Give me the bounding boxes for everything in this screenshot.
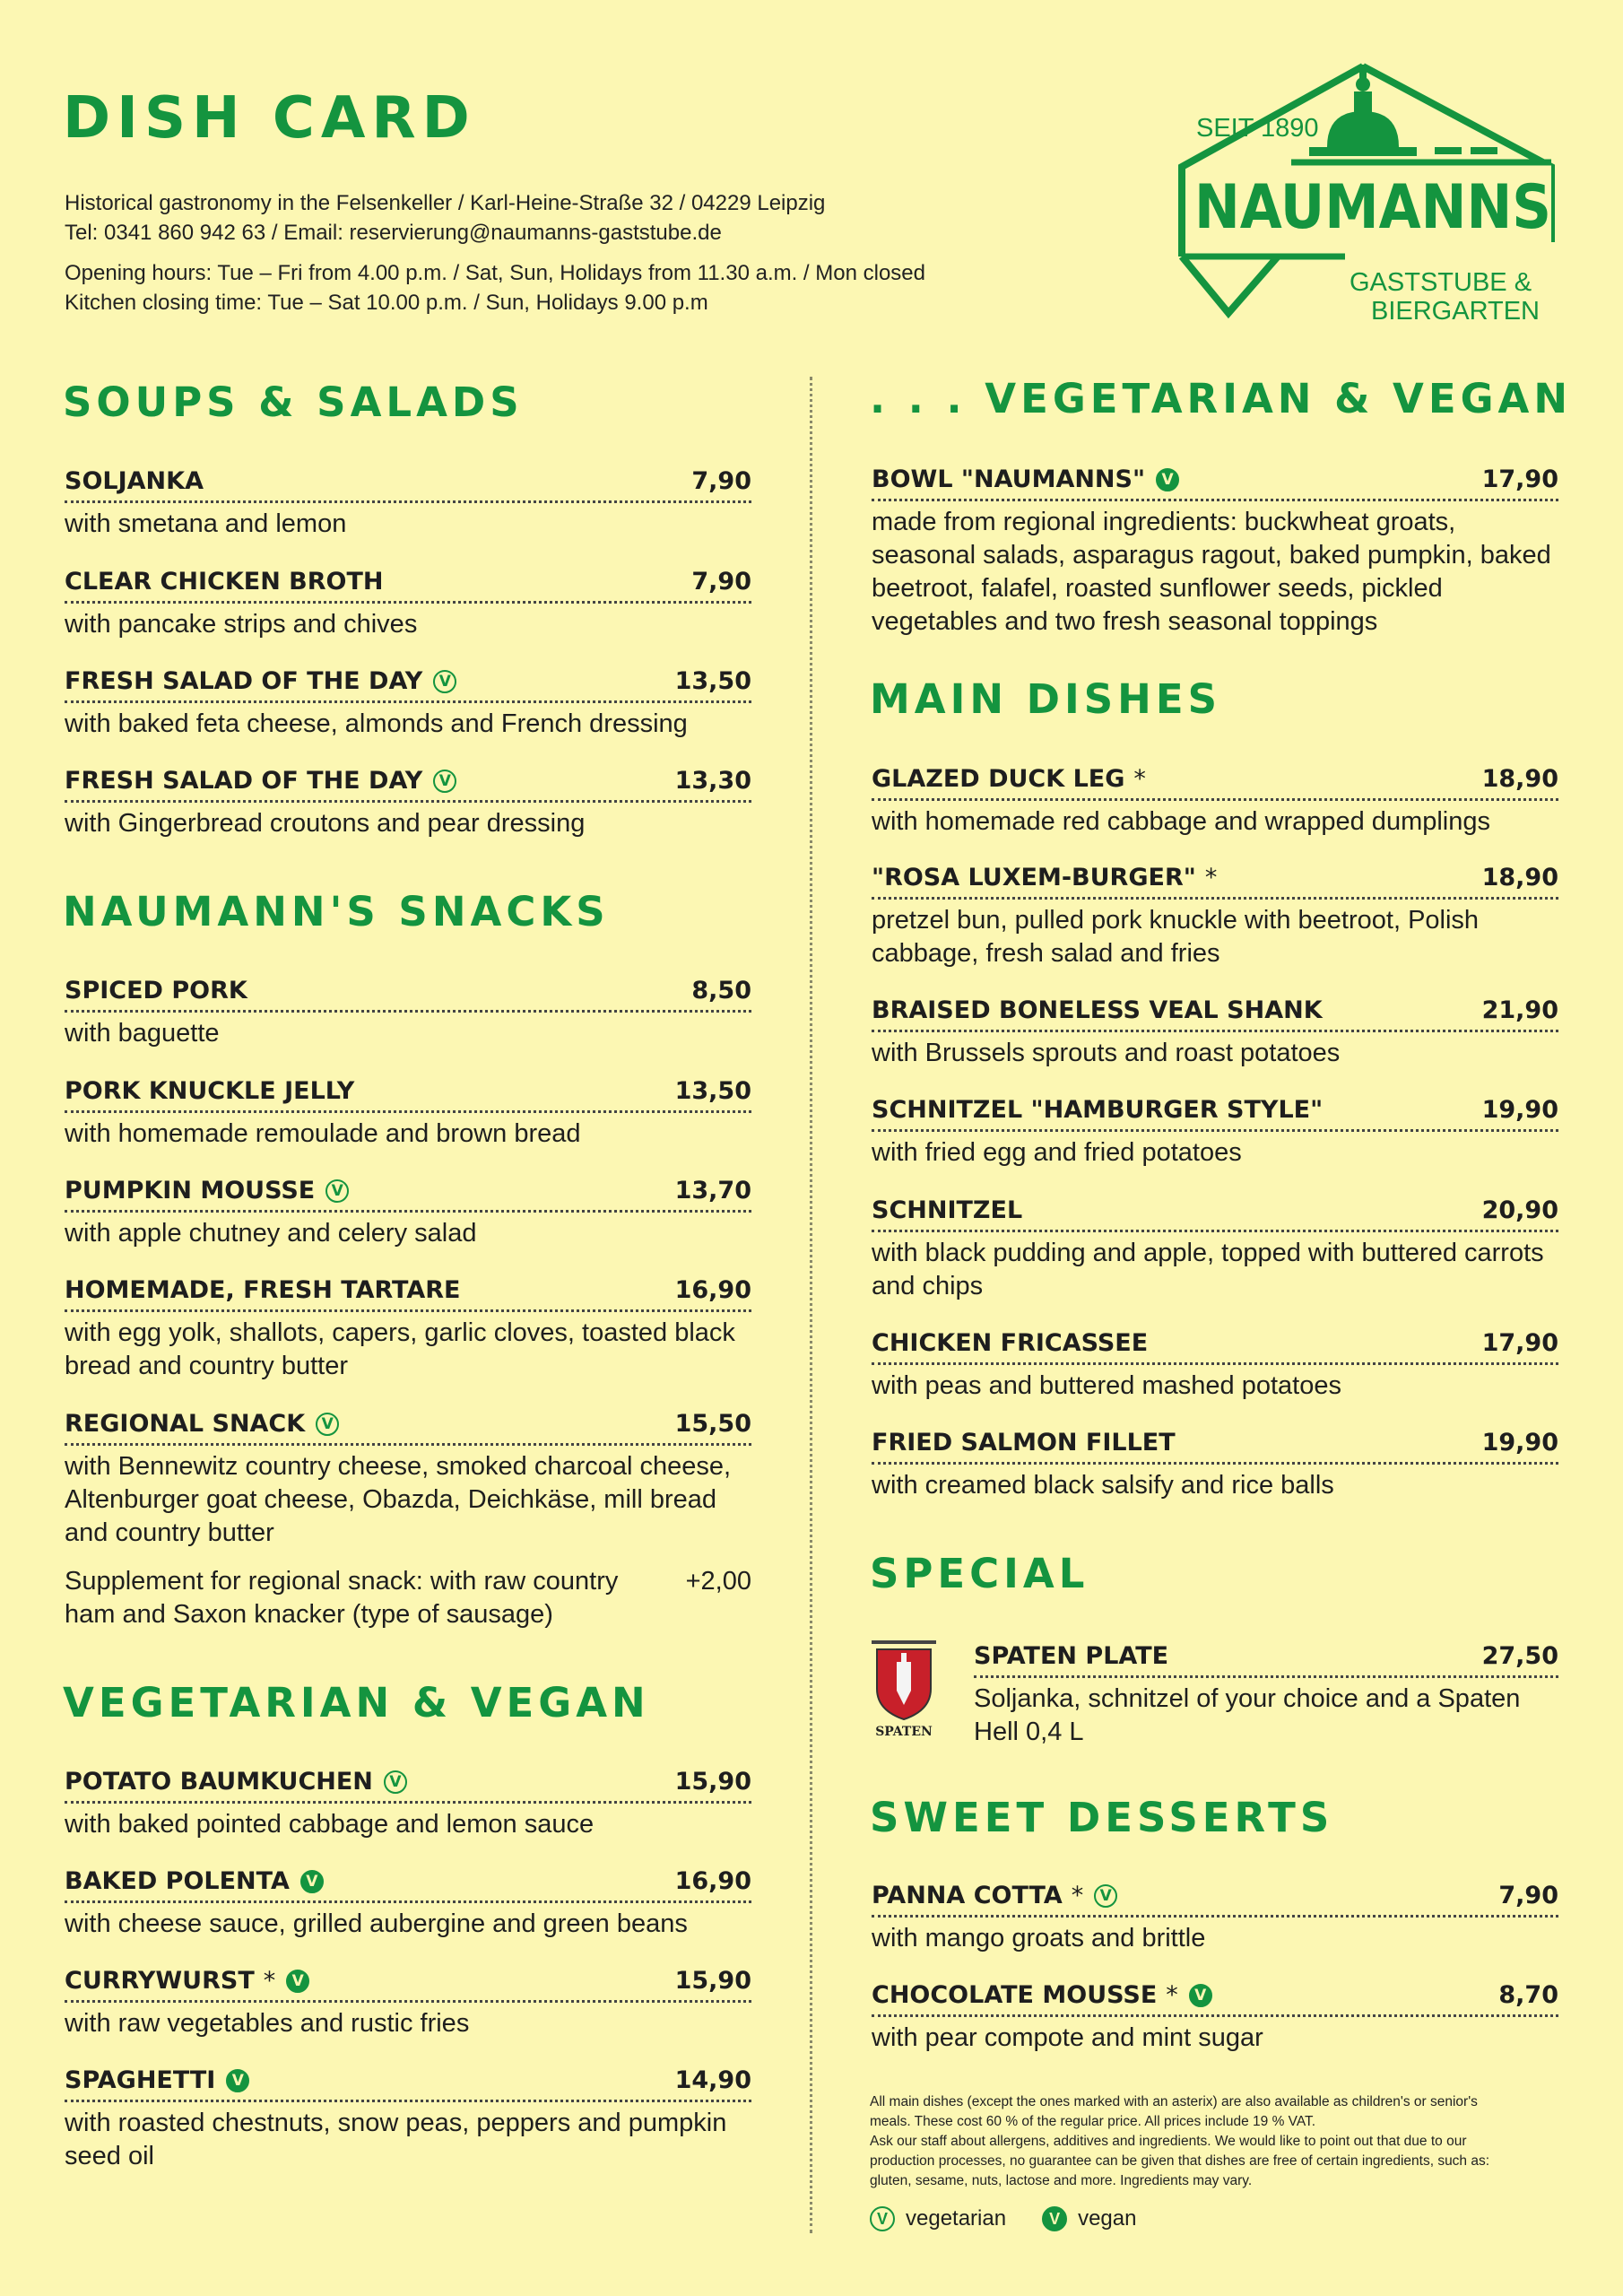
menu-item-name: BAKED POLENTA: [65, 1867, 290, 1895]
menu-item: [65, 1409, 751, 1550]
menu-item-name: PORK KNUCKLE JELLY: [65, 1077, 355, 1105]
menu-item-price: 15,50: [674, 1410, 751, 1438]
menu-item-price: 13,50: [674, 1077, 751, 1105]
page-title: DISH CARD: [63, 85, 476, 152]
menu-item-description: with Brussels sprouts and roast potatoes: [872, 1039, 1341, 1067]
menu-item-description: with baked feta cheese, almonds and French dressing: [65, 709, 688, 738]
logo-sub2: BIERGARTEN: [1371, 297, 1541, 326]
menu-item-name: FRIED SALMON FILLET: [872, 1429, 1176, 1457]
menu-item-name: BRAISED BONELESS VEAL SHANK: [872, 996, 1323, 1024]
menu-item-name: CHOCOLATE MOUSSE: [872, 1981, 1158, 2009]
menu-item-name-group: [65, 1866, 324, 1897]
menu-item-name-group: [65, 1767, 407, 1797]
menu-item: [65, 666, 751, 741]
menu-item-name-group: [65, 1176, 349, 1206]
menu-item-price: 7,90: [1498, 1882, 1558, 1909]
menu-item: [872, 1881, 1558, 1955]
menu-item: [872, 1428, 1558, 1502]
menu-item-price: 14,90: [674, 2066, 751, 2094]
hours-info: [65, 258, 925, 317]
address-line: Historical gastronomy in the Felsenkeller / Karl-Heine-Straße 32 / 04229 Leipzig: [65, 191, 826, 215]
asterisk-mark: *: [1166, 1981, 1178, 2009]
menu-item-price: 20,90: [1481, 1196, 1558, 1224]
vegetarian-icon: V: [384, 1770, 407, 1794]
vegetarian-icon: V: [870, 2206, 895, 2231]
opening-hours-line: Opening hours: Tue – Fri from 4.00 p.m. / Sat, Sun, Holidays from 11.30 a.m. / Mon closed: [65, 261, 925, 285]
menu-item-name-group: [872, 863, 1217, 893]
menu-item-name-group: [65, 766, 456, 796]
vegan-icon: V: [226, 2069, 249, 2092]
kitchen-hours-line: Kitchen closing time: Tue – Sat 10.00 p.m. / Sun, Holidays 9.00 p.m: [65, 291, 708, 315]
menu-item-description: with baguette: [65, 1019, 220, 1048]
menu-item-price: 16,90: [674, 1276, 751, 1304]
section-mains-title: MAIN DISHES: [870, 675, 1221, 723]
menu-item: [65, 976, 751, 1050]
menu-item-header: [872, 863, 1558, 900]
menu-item-header: [65, 567, 751, 604]
menu-item-price: 27,50: [1481, 1642, 1558, 1670]
menu-item-description: with roasted chestnuts, snow peas, peppers and pumpkin seed oil: [65, 2109, 727, 2170]
section-special-title: SPECIAL: [870, 1550, 1089, 1597]
menu-item: [872, 764, 1558, 839]
logo-since: SEIT 1890: [1196, 114, 1319, 143]
menu-item-description: with smetana and lemon: [65, 509, 347, 538]
menu-item-price: 16,90: [674, 1867, 751, 1895]
legend-vegetarian-label: vegetarian: [906, 2206, 1007, 2231]
menu-item-price: 19,90: [1481, 1429, 1558, 1457]
asterisk-mark: *: [1071, 1882, 1084, 1909]
menu-item-header: [65, 666, 751, 703]
menu-item-description: with raw vegetables and rustic fries: [65, 2009, 470, 2038]
menu-item-description: with Bennewitz country cheese, smoked charcoal cheese, Altenburger goat cheese, Obazda, Deichkäse, mill bread and country butter: [65, 1452, 732, 1547]
menu-item-name-group: [65, 976, 247, 1006]
menu-item: [65, 2066, 751, 2173]
menu-item-name-group: [872, 764, 1146, 795]
menu-item-description: with homemade remoulade and brown bread: [65, 1119, 581, 1148]
menu-item-price: 15,90: [674, 1967, 751, 1995]
vegan-icon: V: [300, 1870, 324, 1893]
menu-item-header: [65, 976, 751, 1013]
menu-item-name-group: [65, 1409, 339, 1439]
vegetarian-icon: V: [1094, 1884, 1117, 1908]
column-divider: [810, 377, 812, 2233]
menu-item-name: CHICKEN FRICASSEE: [872, 1329, 1149, 1357]
menu-item-header: [65, 2066, 751, 2102]
footer-note-pricing: All main dishes (except the ones marked with an asterix) are also available as children's or senior's meals. These cost 60 % of the regular price. All prices include 19 % VAT.: [870, 2094, 1478, 2129]
menu-item-header: [872, 1980, 1558, 2017]
menu-item: [872, 1328, 1558, 1403]
menu-item-header: [872, 465, 1558, 501]
menu-item-header: [872, 1196, 1558, 1232]
menu-item-name: GLAZED DUCK LEG: [872, 765, 1125, 793]
menu-item-header: [65, 1275, 751, 1312]
menu-item-description: with Gingerbread croutons and pear dressing: [65, 809, 586, 838]
menu-item-header: [872, 1881, 1558, 1918]
menu-item: [872, 996, 1558, 1070]
menu-item-name-group: [872, 1095, 1323, 1126]
menu-item-header: [65, 466, 751, 503]
menu-item: [65, 567, 751, 641]
menu-item-name-group: [872, 1328, 1148, 1359]
menu-item-header: [65, 1866, 751, 1903]
menu-item-price: 7,90: [691, 568, 751, 596]
menu-item-name-group: [974, 1641, 1168, 1672]
menu-item-name-group: [65, 567, 384, 597]
menu-item-header: [872, 1095, 1558, 1132]
menu-item-name: SOLJANKA: [65, 467, 204, 495]
supplement: [65, 1565, 751, 1631]
menu-item-price: 8,50: [691, 977, 751, 1004]
menu-item-description: pretzel bun, pulled pork knuckle with beetroot, Polish cabbage, fresh salad and fries: [872, 906, 1480, 968]
footer-notes: [870, 2092, 1515, 2191]
menu-item-header: [65, 1409, 751, 1446]
menu-item-price: 18,90: [1481, 864, 1558, 891]
menu-item: [65, 1275, 751, 1383]
logo-sub1: GASTSTUBE &: [1350, 268, 1532, 297]
menu-item-name-group: [872, 1428, 1176, 1458]
vegetarian-icon: V: [433, 770, 456, 793]
menu-item-name: PUMPKIN MOUSSE: [65, 1177, 316, 1205]
menu-item-description: with creamed black salsify and rice balls: [872, 1471, 1334, 1500]
menu-item-description: with egg yolk, shallots, capers, garlic cloves, toasted black bread and country butter: [65, 1318, 735, 1380]
contact-line: Tel: 0341 860 942 63 / Email: reservierung@naumanns-gaststube.de: [65, 221, 722, 245]
menu-item: [872, 465, 1558, 639]
menu-item-name-group: [65, 1966, 309, 1996]
menu-item-name: PANNA COTTA: [872, 1882, 1063, 1909]
menu-item-header: [974, 1641, 1558, 1678]
menu-item: [65, 766, 751, 840]
menu-item: [65, 1866, 751, 1941]
menu-item-price: 13,30: [674, 767, 751, 795]
menu-item-description: with baked pointed cabbage and lemon sauce: [65, 1810, 595, 1839]
menu-item-description: with pancake strips and chives: [65, 610, 418, 639]
menu-item-header: [65, 766, 751, 803]
menu-item-name-group: [65, 1076, 354, 1107]
menu-item-price: 19,90: [1481, 1096, 1558, 1124]
menu-item-name: FRESH SALAD OF THE DAY: [65, 667, 423, 695]
menu-item-name: POTATO BAUMKUCHEN: [65, 1768, 373, 1796]
menu-item-description: with black pudding and apple, topped with buttered carrots and chips: [872, 1239, 1544, 1300]
menu-item-name: SPICED PORK: [65, 977, 247, 1004]
menu-item-name-group: [872, 1881, 1117, 1911]
supplement-text: Supplement for regional snack: with raw country ham and Saxon knacker (type of sausage): [65, 1567, 619, 1629]
spaten-logo-label: SPATEN: [875, 1725, 933, 1739]
menu-item-name-group: [872, 1980, 1212, 2011]
supplement-price: +2,00: [685, 1567, 751, 1596]
legend: [870, 2206, 1136, 2231]
naumanns-logo: [1175, 59, 1569, 328]
vegetarian-icon: V: [325, 1179, 349, 1203]
menu-item-header: [872, 1428, 1558, 1465]
section-soups-title: SOUPS & SALADS: [63, 378, 524, 426]
menu-item-price: 18,90: [1481, 765, 1558, 793]
section-desserts-title: SWEET DESSERTS: [870, 1794, 1334, 1841]
section-veg-title: VEGETARIAN & VEGAN: [63, 1679, 650, 1726]
vegetarian-icon: V: [433, 670, 456, 693]
menu-item-price: 17,90: [1481, 465, 1558, 493]
menu-item-price: 21,90: [1481, 996, 1558, 1024]
vegetarian-icon: V: [316, 1413, 339, 1436]
menu-item-name: CURRYWURST: [65, 1967, 255, 1995]
menu-item-name-group: [872, 465, 1179, 495]
menu-item-description: made from regional ingredients: buckwheat groats, seasonal salads, asparagus ragout, baked pumpkin, baked beetroot, falafel, roasted sunflower seeds, pickled vegetables and two fresh seasonal toppings: [872, 508, 1551, 636]
menu-item-name: SPATEN PLATE: [974, 1642, 1169, 1670]
menu-item: [65, 1966, 751, 2040]
menu-item: [65, 1076, 751, 1151]
menu-item: [872, 863, 1558, 970]
menu-item-description: with fried egg and fried potatoes: [872, 1138, 1242, 1167]
menu-item-header: [65, 1176, 751, 1213]
menu-item-description: with mango groats and brittle: [872, 1924, 1206, 1952]
menu-item-header: [872, 1328, 1558, 1365]
menu-item-name: FRESH SALAD OF THE DAY: [65, 767, 423, 795]
address-info: [65, 188, 825, 248]
section-veg2-title: . . . VEGETARIAN & VEGAN: [870, 375, 1573, 422]
menu-item-price: 17,90: [1481, 1329, 1558, 1357]
menu-item-price: 13,70: [674, 1177, 751, 1205]
menu-item: [872, 1980, 1558, 2055]
menu-item-name-group: [872, 996, 1323, 1026]
menu-item-header: [65, 1966, 751, 2003]
menu-item-name-group: [65, 466, 204, 497]
vegan-icon: V: [286, 1970, 309, 1993]
menu-item-description: with apple chutney and celery salad: [65, 1219, 477, 1248]
asterisk-mark: *: [263, 1967, 276, 1995]
menu-item-price: 7,90: [691, 467, 751, 495]
menu-item-price: 13,50: [674, 667, 751, 695]
asterisk-mark: *: [1204, 864, 1218, 891]
footer-note-allergens: Ask our staff about allergens, additives and ingredients. We would like to point out that due to our production processes, no guarantee can be given that dishes are free of certain ingredients, such as: gluten, sesame, nuts, lactose and more. Ingredients may vary.: [870, 2134, 1490, 2188]
menu-item-name: SCHNITZEL: [872, 1196, 1023, 1224]
menu-item-name-group: [65, 2066, 249, 2096]
menu-item-name: HOMEMADE, FRESH TARTARE: [65, 1276, 461, 1304]
menu-item-description: with peas and buttered mashed potatoes: [872, 1371, 1341, 1400]
legend-vegan-label: vegan: [1078, 2206, 1137, 2231]
menu-item-name-group: [65, 666, 456, 697]
menu-item-name: SPAGHETTI: [65, 2066, 216, 2094]
vegan-icon: V: [1156, 468, 1179, 491]
menu-item: [872, 1095, 1558, 1170]
menu-item-header: [65, 1767, 751, 1804]
menu-item: [65, 1767, 751, 1841]
menu-item: [65, 466, 751, 541]
menu-item-description: with cheese sauce, grilled aubergine and green beans: [65, 1909, 688, 1938]
menu-item: [872, 1196, 1558, 1303]
menu-item-name-group: [872, 1196, 1022, 1226]
asterisk-mark: *: [1133, 765, 1146, 793]
menu-item-name: BOWL "NAUMANNS": [872, 465, 1146, 493]
menu-item-name: REGIONAL SNACK: [65, 1410, 306, 1438]
menu-item-description: with homemade red cabbage and wrapped dumplings: [872, 807, 1490, 836]
menu-item-header: [872, 764, 1558, 801]
menu-item-name: "ROSA LUXEM-BURGER": [872, 864, 1196, 891]
vegan-icon: V: [1189, 1984, 1212, 2007]
logo-name: NAUMANNS: [1194, 172, 1551, 243]
menu-item-description: Soljanka, schnitzel of your choice and a Spaten Hell 0,4 L: [974, 1684, 1521, 1746]
menu-item-price: 8,70: [1498, 1981, 1558, 2009]
menu-item-name: SCHNITZEL "HAMBURGER STYLE": [872, 1096, 1324, 1124]
section-snacks-title: NAUMANN'S SNACKS: [63, 888, 610, 935]
vegan-icon: V: [1042, 2206, 1067, 2231]
menu-item-name: CLEAR CHICKEN BROTH: [65, 568, 384, 596]
menu-item-price: 15,90: [674, 1768, 751, 1796]
menu-item-name-group: [65, 1275, 461, 1306]
spaten-logo: [870, 1637, 938, 1740]
menu-item: [65, 1176, 751, 1250]
menu-item-header: [65, 1076, 751, 1113]
menu-item: [974, 1641, 1558, 1749]
menu-item-description: with pear compote and mint sugar: [872, 2023, 1263, 2052]
menu-item-header: [872, 996, 1558, 1032]
